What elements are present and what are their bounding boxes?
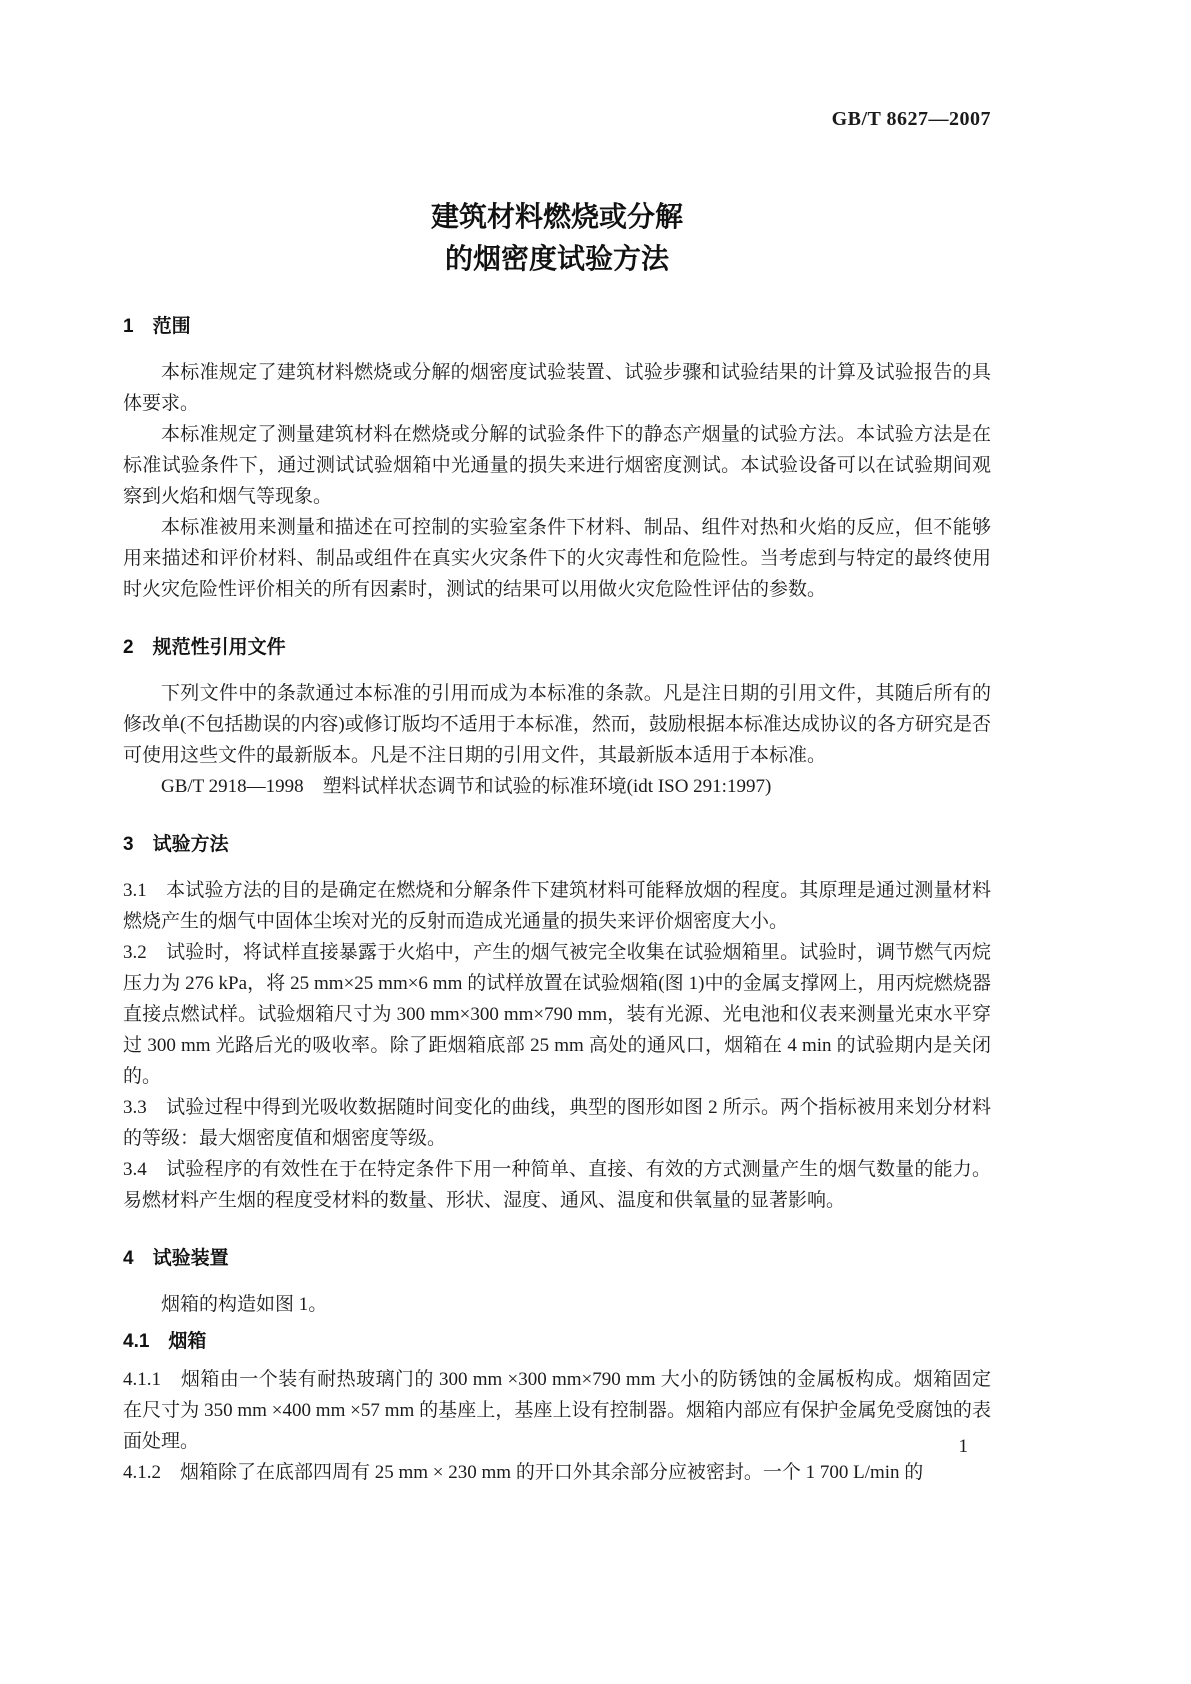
doc-number: GB/T 8627—2007 (831, 108, 991, 130)
paragraph: 本标准规定了建筑材料燃烧或分解的烟密度试验装置、试验步骤和试验结果的计算及试验报告的具体要求。 (123, 362, 991, 414)
page-number: 1 (958, 1436, 968, 1457)
section-heading-normative-references: 2 规范性引用文件 (123, 637, 286, 658)
paragraph: 本标准被用来测量和描述在可控制的实验室条件下材料、制品、组件对热和火焰的反应，但不能够用来描述和评价材料、制品或组件在真实火灾条件下的火灾毒性和危险性。当考虑到与特定的最终使用时火灾危险性评价相关的所有因素时，测试的结果可以用做火灾危险性评估的参数。 (123, 517, 991, 600)
paragraph-3-4: 3.4 试验程序的有效性在于在特定条件下用一种简单、直接、有效的方式测量产生的烟气数量的能力。易燃材料产生烟的程度受材料的数量、形状、湿度、通风、温度和供氧量的显著影响。 (123, 1159, 991, 1211)
reference-entry: GB/T 2918—1998 塑料试样状态调节和试验的标准环境(idt ISO 291:1997) (161, 776, 772, 797)
doc-title (123, 196, 991, 280)
doc-title-line2: 的烟密度试验方法 (444, 243, 669, 274)
paragraph-3-3: 3.3 试验过程中得到光吸收数据随时间变化的曲线，典型的图形如图 2 所示。两个指标被用来划分材料的等级：最大烟密度值和烟密度等级。 (123, 1097, 991, 1149)
section-heading-test-apparatus: 4 试验装置 (123, 1248, 229, 1269)
section-heading-test-method: 3 试验方法 (123, 834, 229, 855)
doc-title-line1: 建筑材料燃烧或分解 (430, 201, 683, 232)
paragraph-4-1-1: 4.1.1 烟箱由一个装有耐热玻璃门的 300 mm ×300 mm×790 mm 大小的防锈蚀的金属板构成。烟箱固定在尺寸为 350 mm ×400 mm ×57 mm 的基座上，基座上设有控制器。烟箱内部应有保护金属免受腐蚀的表面处理。 (123, 1369, 991, 1452)
paragraph: 本标准规定了测量建筑材料在燃烧或分解的试验条件下的静态产烟量的试验方法。本试验方法是在标准试验条件下，通过测试试验烟箱中光通量的损失来进行烟密度测试。本试验设备可以在试验期间观察到火焰和烟气等现象。 (123, 424, 991, 507)
paragraph: 下列文件中的条款通过本标准的引用而成为本标准的条款。凡是注日期的引用文件，其随后所有的修改单(不包括勘误的内容)或修订版均不适用于本标准，然而，鼓励根据本标准达成协议的各方研究是否可使用这些文件的最新版本。凡是不注日期的引用文件，其最新版本适用于本标准。 (123, 683, 991, 766)
paragraph: 烟箱的构造如图 1。 (161, 1294, 328, 1315)
paragraph-3-2: 3.2 试验时，将试样直接暴露于火焰中，产生的烟气被完全收集在试验烟箱里。试验时，调节燃气丙烷压力为 276 kPa，将 25 mm×25 mm×6 mm 的试样放置在试验烟箱(图 1)中的金属支撑网上，用丙烷燃烧器直接点燃试样。试验烟箱尺寸为 300 mm×300 mm×790 mm，装有光源、光电池和仪表来测量光束水平穿过 300 mm 光路后光的吸收率。除了距烟箱底部 25 mm 高处的通风口，烟箱在 4 min 的试验期内是关闭的。 (123, 942, 991, 1087)
sub-heading-smoke-box: 4.1 烟箱 (123, 1331, 207, 1352)
paragraph-4-1-2: 4.1.2 烟箱除了在底部四周有 25 mm × 230 mm 的开口外其余部分应被密封。一个 1 700 L/min 的 (123, 1462, 924, 1483)
paragraph-3-1: 3.1 本试验方法的目的是确定在燃烧和分解条件下建筑材料可能释放烟的程度。其原理是通过测量材料燃烧产生的烟气中固体尘埃对光的反射而造成光通量的损失来评价烟密度大小。 (123, 880, 991, 932)
section-heading-scope: 1 范围 (123, 316, 191, 337)
